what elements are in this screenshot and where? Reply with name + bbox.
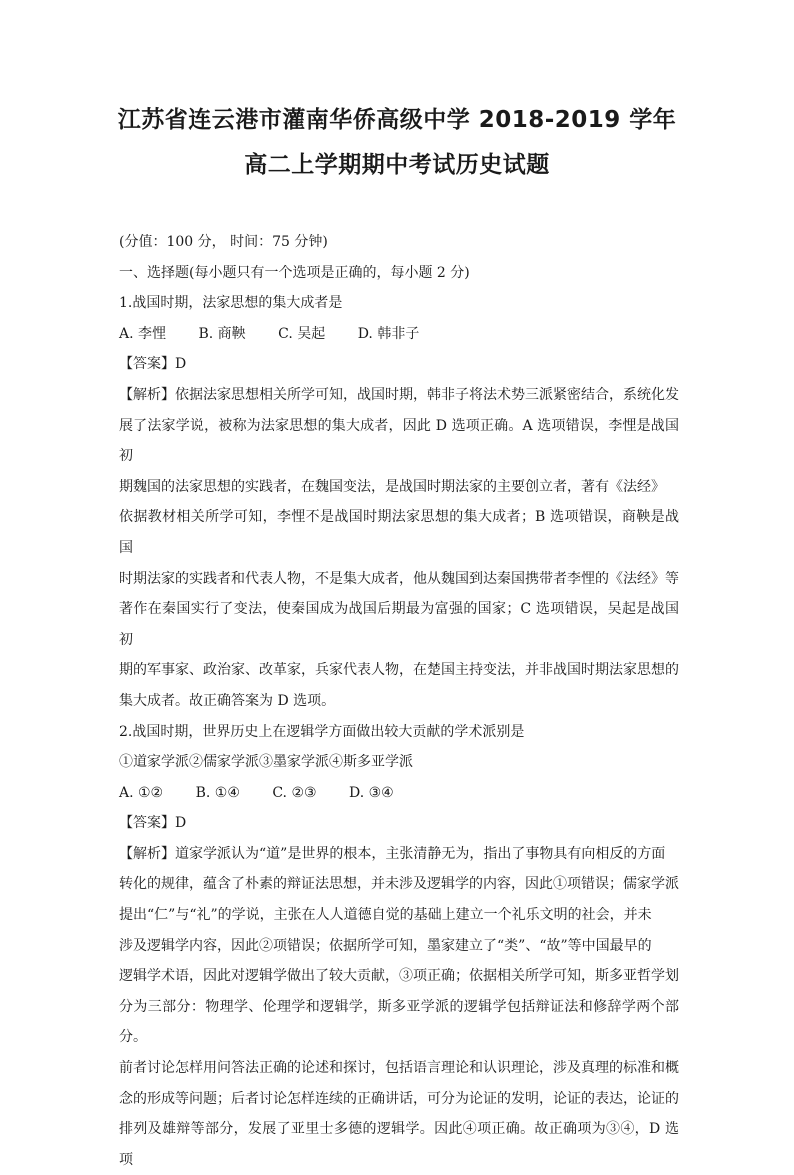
- question-1-analysis-line: 依据教材相关所学可知，李悝不是战国时期法家思想的集大成者；B 选项错误，商鞅是战国: [119, 509, 679, 556]
- question-1-options: [119, 319, 679, 350]
- question-2-items: ①道家学派②儒家学派③墨家学派④斯多亚学派: [119, 754, 413, 771]
- question-2-option-d: D. ③④: [349, 784, 394, 801]
- question-1-analysis-line: 时期法家的实践者和代表人物，不是集大成者，他从魏国到达秦国携带者李悝的《法经》等: [119, 570, 679, 587]
- question-2-analysis-line: 转化的规律，蕴含了朴素的辩证法思想，并未涉及逻辑学的内容，因此①项错误；儒家学派: [119, 876, 679, 893]
- question-2-analysis-line: 前者讨论怎样用问答法正确的论述和探讨，包括语言理论和认识理论，涉及真理的标准和概: [119, 1060, 679, 1077]
- question-1-stem: 1.战国时期，法家思想的集大成者是: [119, 295, 343, 312]
- analysis-text: 道家学派认为“道”是世界的根本，主张清静无为，指出了事物具有向相反的方面: [175, 845, 666, 862]
- analysis-label: 【解析】: [119, 386, 175, 403]
- question-2-option-b: B. ①④: [195, 784, 240, 801]
- question-2-answer: [119, 808, 679, 839]
- document-title-line1: 江苏省连云港市灌南华侨高级中学 2018-2019 学年: [117, 107, 677, 133]
- question-1-analysis-line: [119, 380, 679, 411]
- question-2-option-c: C. ②③: [272, 784, 317, 801]
- question-1-answer: [119, 349, 679, 380]
- question-2-analysis-line: [119, 839, 679, 870]
- answer-label: 【答案】: [119, 815, 175, 832]
- question-2-analysis-line: 分为三部分：物理学、伦理学和逻辑学，斯多亚学派的逻辑学包括辩证法和修辞学两个部分。: [119, 998, 679, 1046]
- question-1-option-c: C. 吴起: [278, 325, 326, 342]
- document-title-line2: 高二上学期期中考试历史试题: [244, 152, 550, 178]
- analysis-label: 【解析】: [119, 845, 175, 862]
- document-body: [119, 227, 679, 1175]
- answer-value: D: [175, 815, 187, 832]
- question-2-stem: 2.战国时期，世界历史上在逻辑学方面做出较大贡献的学术派别是: [119, 723, 525, 740]
- question-1-analysis-line: 期魏国的法家思想的实践者，在魏国变法，是战国时期法家的主要创立者，著有《法经》: [119, 478, 665, 495]
- question-1-analysis-line: 集大成者。故正确答案为 D 选项。: [119, 692, 336, 709]
- question-2-analysis-line: 涉及逻辑学内容，因此②项错误；依据所学可知，墨家建立了“类”、“故”等中国最早的: [119, 937, 652, 954]
- question-1-analysis-line: 著作在秦国实行了变法，使秦国成为战国后期最为富强的国家；C 选项错误，吴起是战国初: [119, 601, 679, 648]
- score-time-info: (分值：100 分， 时间：75 分钟): [119, 234, 328, 250]
- question-2-analysis-line: 提出“仁”与“礼”的学说，主张在人人道德自觉的基础上建立一个礼乐文明的社会，并未: [119, 907, 652, 924]
- section-heading: 一、选择题(每小题只有一个选项是正确的，每小题 2 分): [119, 264, 470, 281]
- question-2-analysis-line: 念的形成等问题；后者讨论怎样连续的正确讲话，可分为论证的发明，论证的表达，论证的: [119, 1090, 679, 1107]
- analysis-text: 依据法家思想相关所学可知，战国时期，韩非子将法术势三派紧密结合，系统化发: [175, 386, 679, 403]
- question-2-analysis-line: 排列及雄辩等部分，发展了亚里士多德的逻辑学。因此④项正确。故正确项为③④，D 选项: [119, 1121, 679, 1168]
- question-1-option-b: B. 商鞅: [198, 325, 246, 342]
- question-2-options: [119, 778, 679, 809]
- question-2-analysis-line: 逻辑学术语，因此对逻辑学做出了较大贡献，③项正确；依据相关所学可知，斯多亚哲学划: [119, 968, 679, 985]
- question-1-analysis-line: 期的军事家、政治家、改革家，兵家代表人物，在楚国主持变法，并非战国时期法家思想的: [119, 662, 679, 679]
- answer-label: 【答案】: [119, 356, 175, 373]
- question-1-analysis-line: 展了法家学说，被称为法家思想的集大成者，因此 D 选项正确。A 选项错误，李悝是战国初: [119, 417, 679, 465]
- question-1-option-d: D. 韩非子: [357, 325, 420, 342]
- question-2-option-a: A. ①②: [119, 784, 164, 801]
- answer-value: D: [175, 356, 187, 373]
- question-1-option-a: A. 李悝: [119, 325, 167, 342]
